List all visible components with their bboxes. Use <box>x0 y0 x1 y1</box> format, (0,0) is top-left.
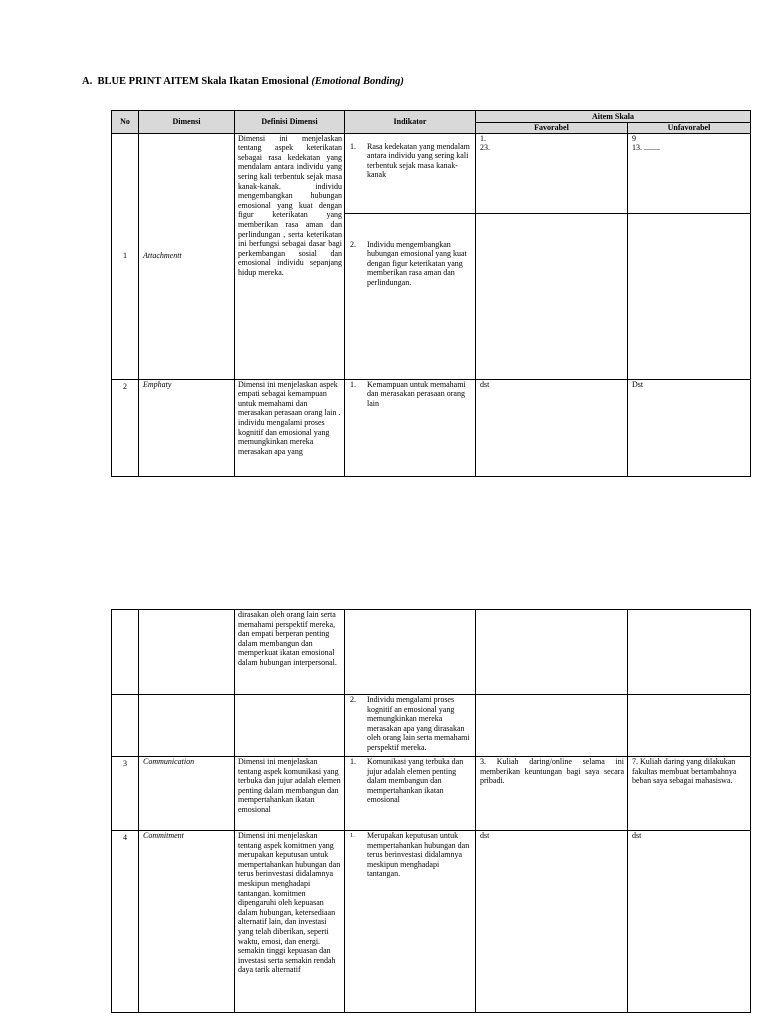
dimension-definition: dirasakan oleh orang lain serta memahami perspektif mereka, dan empati berperan penting dalam membangun dan memperkuat ikatan emosional dalam hubungan interpersonal. <box>235 610 345 695</box>
indicator-cell <box>345 831 476 1013</box>
indicator-text: Kemampuan untuk memahami dan merasakan perasaan orang lain <box>367 379 466 408</box>
favorable-cell: dst <box>476 831 628 1013</box>
row-number: 3 <box>112 757 139 831</box>
favorable-cell: 3. Kuliah daring/online selama ini memberikan keuntungan bagi saya secara pribadi. <box>476 757 628 831</box>
indicator-number: 2. <box>350 695 356 704</box>
table-row <box>112 379 751 476</box>
dimension-definition: Dimensi ini menjelaskan tentang aspek keterikatan sebagai rasa kedekatan yang mendalam antara individu yang sering kali terbentuk sejak masa kanak-kanak. individu mengembangkan hubungan emosional yang kuat dengan figur keterikatan yang memberikan rasa aman dan perlindungan , serta keterikatan ini berfungsi sebagai dasar bagi perkembangan sosial dan emosional individu sepanjang hidup mereka. <box>235 133 345 379</box>
unfavorable-cell: dst <box>628 831 751 1013</box>
indicator-number: 1. <box>350 379 356 389</box>
row-number: 1 <box>112 133 139 379</box>
indicator-cell <box>345 133 476 213</box>
indicator-text: Individu mengalami proses kognitif an emosional yang memungkinkan mereka merasakan apa yang dirasakan oleh orang lain serta memahami perspektif mereka. <box>367 695 470 752</box>
indicator-text: Individu mengembangkan hubungan emosional yang kuat dengan figur keterikatan yang memberikan rasa aman dan perlindungan. <box>367 239 467 287</box>
table-row <box>112 610 751 695</box>
unfavorable-item: 13. ........ <box>632 143 660 153</box>
header-favorabel: Favorabel <box>476 123 628 134</box>
dimension-name: Attachmentt <box>139 133 235 379</box>
header-definisi: Definisi Dimensi <box>235 111 345 134</box>
unfavorable-cell <box>628 213 751 379</box>
favorable-cell <box>476 133 628 213</box>
favorable-cell <box>476 610 628 695</box>
row-number <box>112 695 139 757</box>
title-main: BLUE PRINT AITEM Skala Ikatan Emosional <box>97 76 309 87</box>
favorable-cell <box>476 695 628 757</box>
dimension-definition: Dimensi ini menjelaskan aspek empati sebagai kemampuan untuk memahami dan merasakan perasaan orang lain . individu mengalami proses kognitif dan emosional yang memungkinkan mereka merasakan apa yang <box>235 379 345 476</box>
page-title <box>82 76 404 87</box>
dimension-definition: Dimensi ini menjelaskan tentang aspek komunikasi yang terbuka dan jujur adalah elemen penting dalam membangun dan mempertahankan ikatan emosional <box>235 757 345 831</box>
blueprint-table-top <box>111 110 751 477</box>
title-italic: (Emotional Bonding) <box>311 76 404 87</box>
table-row <box>112 757 751 831</box>
row-number <box>112 610 139 695</box>
favorable-cell <box>476 213 628 379</box>
indicator-text: Merupakan keputusan untuk mempertahankan hubungan dan terus berinvestasi didalamnya meskipun menghadapi tantangan. <box>367 831 470 879</box>
dimension-name <box>139 695 235 757</box>
favorable-item: 23. <box>480 143 490 153</box>
favorable-cell: dst <box>476 379 628 476</box>
unfavorable-item: 9 <box>632 133 636 143</box>
row-number: 2 <box>112 379 139 476</box>
indicator-cell <box>345 695 476 757</box>
table-row <box>112 831 751 1013</box>
title-prefix: A. <box>82 76 93 87</box>
unfavorable-cell: 7. Kuliah daring yang dilakukan fakultas membuat bertambahnya beban saya sebagai mahasiswa. <box>628 757 751 831</box>
header-dimensi: Dimensi <box>139 111 235 134</box>
indicator-cell <box>345 213 476 379</box>
table-row <box>112 133 751 213</box>
dimension-name: Communication <box>139 757 235 831</box>
indicator-cell <box>345 610 476 695</box>
unfavorable-cell: Dst <box>628 379 751 476</box>
unfavorable-cell <box>628 133 751 213</box>
blueprint-table-bottom <box>111 609 751 1013</box>
header-no: No <box>112 111 139 134</box>
indicator-number: 1. <box>350 832 355 839</box>
header-indikator: Indikator <box>345 111 476 134</box>
row-number: 4 <box>112 831 139 1013</box>
indicator-text: Komunikasi yang terbuka dan jujur adalah elemen penting dalam membangun dan mempertahankan ikatan emosional <box>367 757 464 805</box>
dimension-name: Emphaty <box>139 379 235 476</box>
dimension-name <box>139 610 235 695</box>
dimension-definition <box>235 695 345 757</box>
indicator-cell <box>345 757 476 831</box>
unfavorable-cell <box>628 695 751 757</box>
unfavorable-cell <box>628 610 751 695</box>
indicator-cell <box>345 379 476 476</box>
indicator-number: 2. <box>350 239 356 249</box>
table-row <box>112 695 751 757</box>
favorable-item: 1. <box>480 133 486 143</box>
header-aitem-skala: Aitem Skala <box>476 111 751 123</box>
dimension-name: Commitment <box>139 831 235 1013</box>
indicator-number: 1. <box>350 757 356 766</box>
dimension-definition: Dimensi ini menjelaskan tentang aspek komitmen yang merupakan keputusan untuk mempertahankan hubungan dan terus berinvestasi didalamnya meskipun menghadapi tantangan. komitmen dipengaruhi oleh kepuasan dalam hubungan, ketersediaan alternatif lain, dan investasi yang telah diberikan, seperti waktu, emosi, dan energi. semakin tinggi kepuasan dan investasi serta semakin rendah daya tarik alternatif <box>235 831 345 1013</box>
indicator-text: Rasa kedekatan yang mendalam antara individu yang sering kali terbentuk sejak masa kanak-kanak <box>367 141 470 180</box>
header-unfavorabel: Unfavorabel <box>628 123 751 134</box>
indicator-number: 1. <box>350 141 356 151</box>
